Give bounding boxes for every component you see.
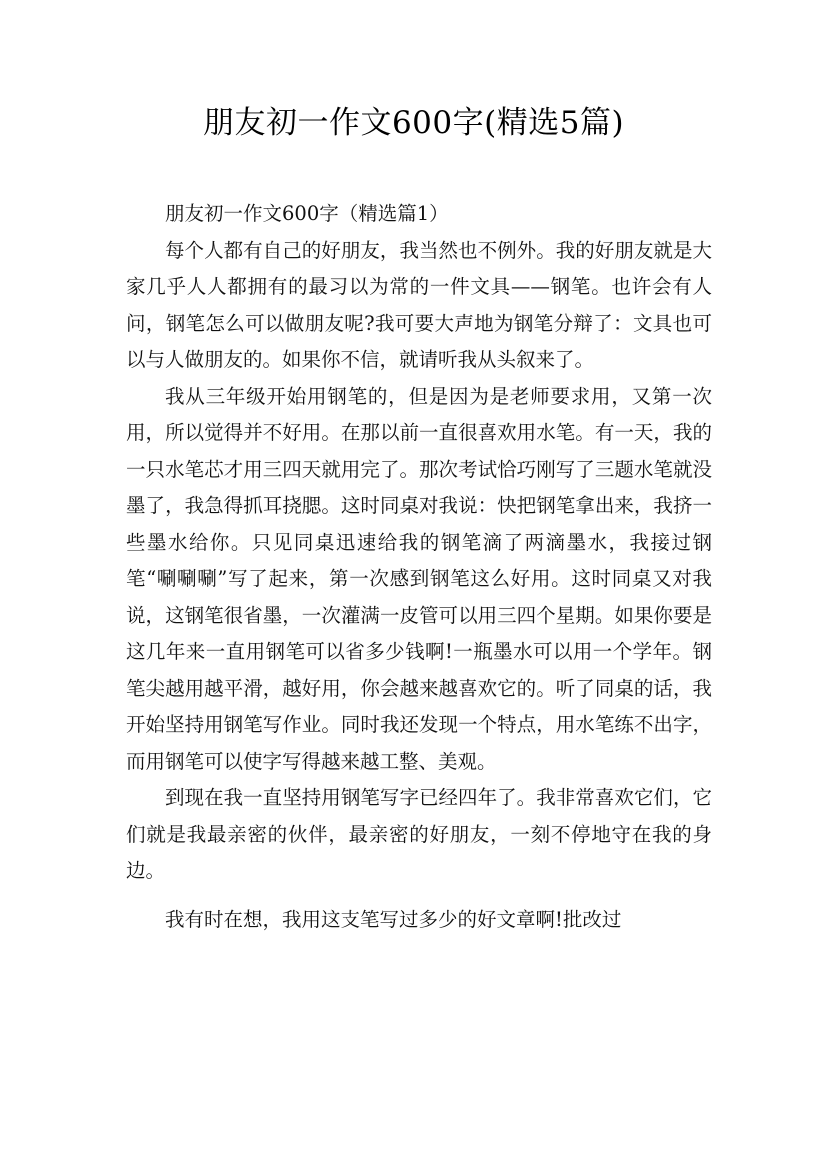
section-heading: 朋友初一作文600字（精选篇1） [165, 202, 449, 225]
document-body [126, 196, 712, 938]
body-paragraph: 每个人都有自己的好朋友，我当然也不例外。我的好朋友就是大家几乎人人都拥有的最习以为常的一件文具——钢笔。也许会有人问，钢笔怎么可以做朋友呢?我可要大声地为钢笔分辩了：文具也可以与人做朋友的。如果你不信，就请听我从头叙来了。 [126, 238, 712, 371]
body-paragraph: 到现在我一直坚持用钢笔写字已经四年了。我非常喜欢它们，它们就是我最亲密的伙伴，最亲密的好朋友，一刻不停地守在我的身边。 [126, 786, 712, 882]
document-title: 朋友初一作文600字(精选5篇) [202, 105, 625, 141]
body-paragraph: 我从三年级开始用钢笔的，但是因为是老师要求用，又第一次用，所以觉得并不好用。在那以前一直很喜欢用水笔。有一天，我的一只水笔芯才用三四天就用完了。那次考试恰巧刚写了三题水笔就没墨了，我急得抓耳挠腮。这时同桌对我说：快把钢笔拿出来，我挤一些墨水给你。只见同桌迅速给我的钢笔滴了两滴墨水，我接过钢笔“唰唰唰”写了起来，第一次感到钢笔这么好用。这时同桌又对我说，这钢笔很省墨，一次灌满一皮管可以用三四个星期。如果你要是这几年来一直用钢笔可以省多少钱啊!一瓶墨水可以用一个学年。钢笔尖越用越平滑，越好用，你会越来越喜欢它的。听了同桌的话，我开始坚持用钢笔写作业。同时我还发现一个特点，用水笔练不出字，而用钢笔可以使字写得越来越工整、美观。 [126, 384, 712, 773]
body-paragraph: 我有时在想，我用这支笔写过多少的好文章啊!批改过 [165, 907, 622, 931]
